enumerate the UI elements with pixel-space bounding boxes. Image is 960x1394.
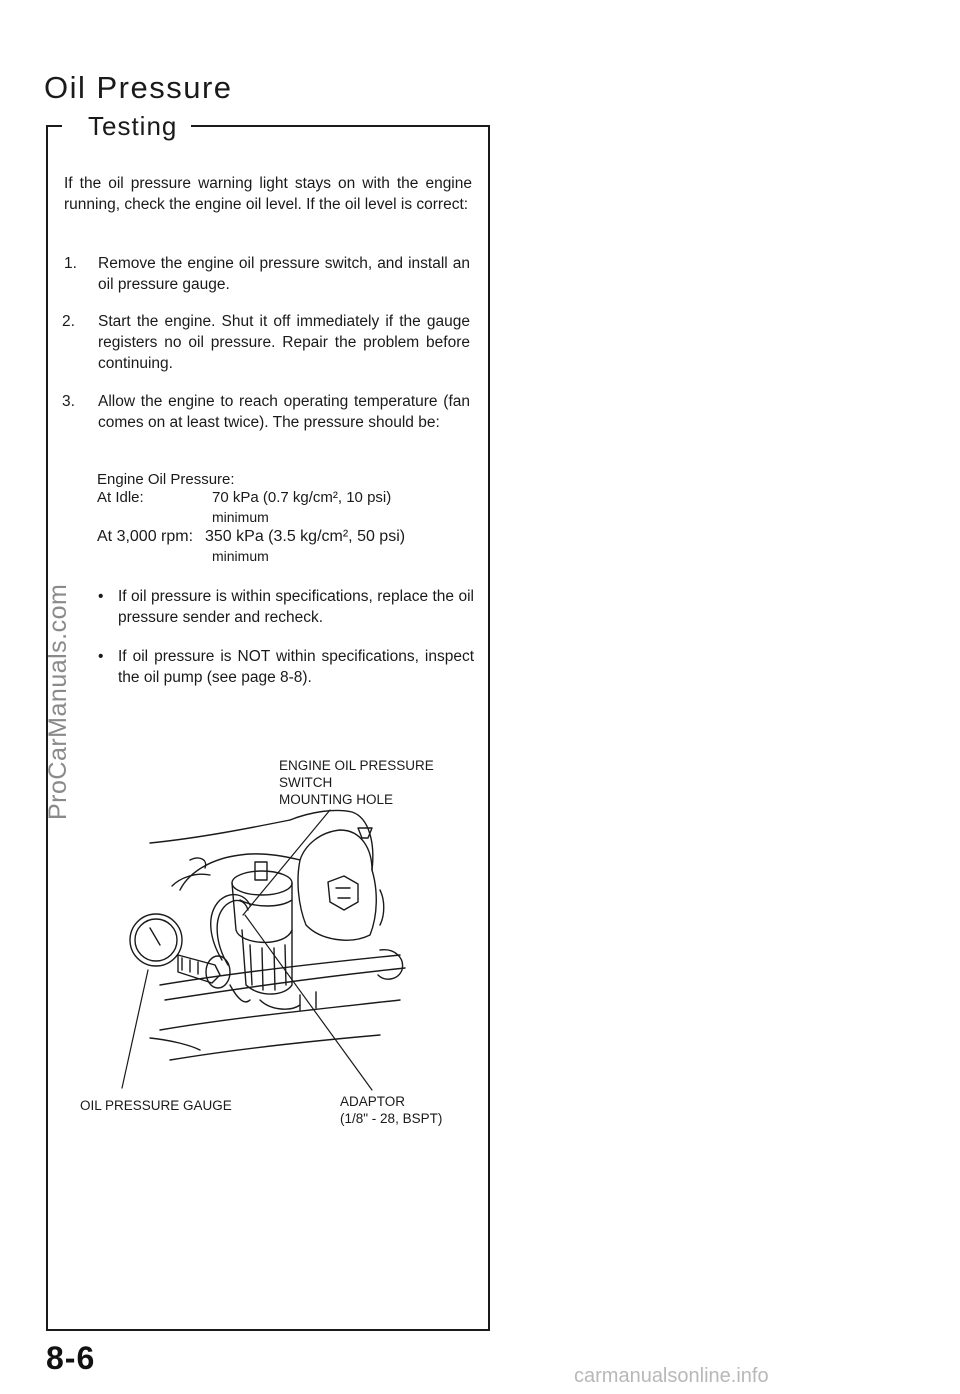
block-outline-line [172, 874, 210, 886]
spec-rpm-value: 350 kPa (3.5 kg/cm², 50 psi) [205, 528, 406, 545]
block-detail [380, 890, 384, 925]
bracket-outline [298, 860, 376, 940]
bullet-dot: • [98, 588, 104, 605]
bullet-text: If oil pressure is NOT within specifications, inspect the oil pump (see page 8-8). [118, 648, 474, 686]
spec-idle-value: 70 kPa (0.7 kg/cm², 10 psi) [212, 489, 392, 506]
frame-rail [160, 1000, 400, 1030]
step-text: Start the engine. Shut it off immediately if the gauge registers no oil pressure. Repair the problem before continuing. [98, 313, 470, 372]
frame-detail [260, 1000, 300, 1009]
step-number: 1. [64, 255, 77, 272]
frame-detail [150, 1038, 200, 1050]
label-gauge: OIL PRESSURE GAUGE [80, 1098, 232, 1113]
spec-idle-label: At Idle: [97, 489, 144, 506]
step-number: 2. [62, 313, 75, 330]
hex-nut-detail [336, 888, 350, 898]
step-text: Remove the engine oil pressure switch, and install an oil pressure gauge. [98, 255, 470, 293]
pressure-gauge-icon [130, 914, 182, 966]
label-switch-line-2: SWITCH [279, 775, 333, 790]
label-adaptor-line-2: (1/8" - 28, BSPT) [340, 1111, 443, 1126]
bullet-dot: • [98, 648, 104, 665]
watermark-bottom: carmanualsonline.info [574, 1365, 769, 1387]
hex-nut-icon [328, 876, 358, 910]
bullet-text: If oil pressure is within specifications, replace the oil pressure sender and recheck. [118, 588, 474, 626]
frame-rail [170, 1035, 380, 1060]
label-adaptor-line-1: ADAPTOR [340, 1094, 406, 1109]
spec-rpm-note: minimum [212, 548, 269, 564]
block-outline-line [180, 854, 300, 890]
leader-gauge [122, 970, 148, 1088]
rail-end [378, 950, 403, 979]
section-heading: Testing [74, 111, 191, 142]
step-number: 3. [62, 393, 75, 410]
spec-heading: Engine Oil Pressure: [97, 471, 235, 488]
spec-rpm-label: At 3,000 rpm: [97, 528, 194, 545]
spec-idle-note: minimum [212, 509, 269, 525]
page-title: Oil Pressure [44, 70, 233, 105]
gauge-needle-icon [150, 928, 160, 945]
block-outline-line [290, 810, 373, 870]
intro-paragraph: If the oil pressure warning light stays on with the engine running, check the engine oil level. If the oil level is correct: [64, 175, 472, 213]
step-text: Allow the engine to reach operating temperature (fan comes on at least twice). The pressure should be: [98, 393, 470, 431]
label-switch-line-1: ENGINE OIL PRESSURE [279, 758, 434, 773]
label-switch-line-3: MOUNTING HOLE [279, 792, 394, 807]
block-outline-line [150, 820, 290, 843]
pressure-gauge-dial [135, 919, 177, 961]
page-number: 8-6 [46, 1340, 96, 1376]
watermark-left: ProCarManuals.com [44, 583, 72, 820]
